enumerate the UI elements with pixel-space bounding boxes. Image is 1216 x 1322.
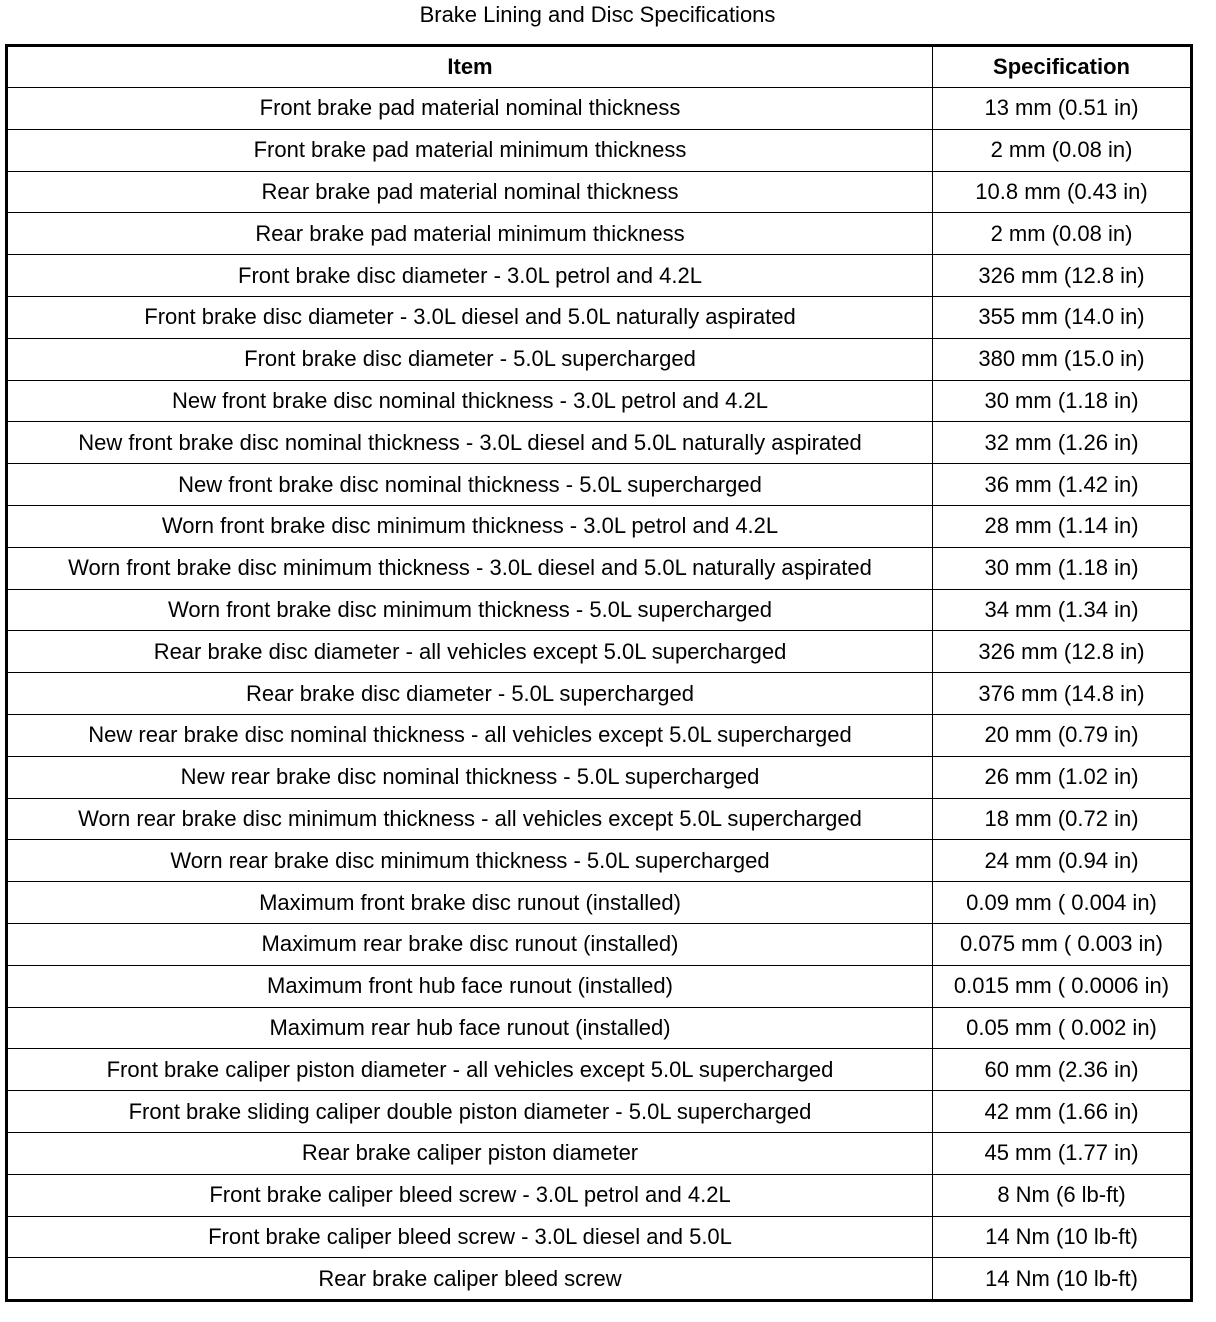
item-cell: Rear brake disc diameter - all vehicles except 5.0L supercharged xyxy=(7,631,933,673)
table-row xyxy=(7,505,1192,547)
table-row xyxy=(7,756,1192,798)
table-row xyxy=(7,965,1192,1007)
item-cell: Rear brake disc diameter - 5.0L supercharged xyxy=(7,673,933,715)
table-row xyxy=(7,1091,1192,1133)
specification-cell: 20 mm (0.79 in) xyxy=(933,714,1192,756)
item-cell: Worn front brake disc minimum thickness - 3.0L diesel and 5.0L naturally aspirated xyxy=(7,547,933,589)
table-row xyxy=(7,840,1192,882)
specifications-table xyxy=(5,44,1193,1302)
specification-cell: 28 mm (1.14 in) xyxy=(933,505,1192,547)
specification-cell: 45 mm (1.77 in) xyxy=(933,1132,1192,1174)
item-cell: Front brake disc diameter - 3.0L diesel and 5.0L naturally aspirated xyxy=(7,296,933,338)
specification-cell: 30 mm (1.18 in) xyxy=(933,380,1192,422)
column-header-specification: Specification xyxy=(933,46,1192,88)
specification-cell: 34 mm (1.34 in) xyxy=(933,589,1192,631)
item-cell: Rear brake pad material nominal thickness xyxy=(7,171,933,213)
page-title: Brake Lining and Disc Specifications xyxy=(419,2,776,27)
specification-cell: 30 mm (1.18 in) xyxy=(933,547,1192,589)
item-cell: Worn front brake disc minimum thickness - 5.0L supercharged xyxy=(7,589,933,631)
specification-cell: 380 mm (15.0 in) xyxy=(933,338,1192,380)
specification-cell: 2 mm (0.08 in) xyxy=(933,129,1192,171)
specification-cell: 60 mm (2.36 in) xyxy=(933,1049,1192,1091)
table-row xyxy=(7,422,1192,464)
specification-cell: 2 mm (0.08 in) xyxy=(933,213,1192,255)
item-cell: Maximum front brake disc runout (installed) xyxy=(7,882,933,924)
specification-cell: 14 Nm (10 lb-ft) xyxy=(933,1216,1192,1258)
specification-cell: 42 mm (1.66 in) xyxy=(933,1091,1192,1133)
table-row xyxy=(7,338,1192,380)
item-cell: Front brake disc diameter - 3.0L petrol and 4.2L xyxy=(7,255,933,297)
specification-cell: 8 Nm (6 lb-ft) xyxy=(933,1174,1192,1216)
item-cell: Worn front brake disc minimum thickness - 3.0L petrol and 4.2L xyxy=(7,505,933,547)
table-row xyxy=(7,255,1192,297)
item-cell: Front brake pad material minimum thickness xyxy=(7,129,933,171)
table-row xyxy=(7,1258,1192,1301)
table-row xyxy=(7,1007,1192,1049)
specification-cell: 355 mm (14.0 in) xyxy=(933,296,1192,338)
table-row xyxy=(7,171,1192,213)
table-row xyxy=(7,1216,1192,1258)
table-row xyxy=(7,88,1192,130)
table-row xyxy=(7,213,1192,255)
specification-cell: 0.075 mm ( 0.003 in) xyxy=(933,923,1192,965)
specification-cell: 32 mm (1.26 in) xyxy=(933,422,1192,464)
table-row xyxy=(7,380,1192,422)
item-cell: Worn rear brake disc minimum thickness - all vehicles except 5.0L supercharged xyxy=(7,798,933,840)
table-row xyxy=(7,882,1192,924)
item-cell: Front brake disc diameter - 5.0L supercharged xyxy=(7,338,933,380)
column-header-item: Item xyxy=(7,46,933,88)
specification-cell: 24 mm (0.94 in) xyxy=(933,840,1192,882)
item-cell: Maximum front hub face runout (installed) xyxy=(7,965,933,1007)
specification-cell: 18 mm (0.72 in) xyxy=(933,798,1192,840)
item-cell: Worn rear brake disc minimum thickness - 5.0L supercharged xyxy=(7,840,933,882)
specification-cell: 10.8 mm (0.43 in) xyxy=(933,171,1192,213)
table-row xyxy=(7,1132,1192,1174)
specification-cell: 13 mm (0.51 in) xyxy=(933,88,1192,130)
specification-cell: 36 mm (1.42 in) xyxy=(933,464,1192,506)
table-row xyxy=(7,1174,1192,1216)
specification-cell: 326 mm (12.8 in) xyxy=(933,631,1192,673)
item-cell: Front brake caliper bleed screw - 3.0L petrol and 4.2L xyxy=(7,1174,933,1216)
specification-cell: 326 mm (12.8 in) xyxy=(933,255,1192,297)
item-cell: New front brake disc nominal thickness - 5.0L supercharged xyxy=(7,464,933,506)
specification-cell: 0.015 mm ( 0.0006 in) xyxy=(933,965,1192,1007)
specification-cell: 14 Nm (10 lb-ft) xyxy=(933,1258,1192,1301)
table-row xyxy=(7,714,1192,756)
table-body xyxy=(7,88,1192,1301)
table-row xyxy=(7,1049,1192,1091)
specification-cell: 0.09 mm ( 0.004 in) xyxy=(933,882,1192,924)
item-cell: New rear brake disc nominal thickness - all vehicles except 5.0L supercharged xyxy=(7,714,933,756)
item-cell: Front brake pad material nominal thickness xyxy=(7,88,933,130)
specification-cell: 26 mm (1.02 in) xyxy=(933,756,1192,798)
item-cell: Maximum rear brake disc runout (installed) xyxy=(7,923,933,965)
table-row xyxy=(7,631,1192,673)
table-row xyxy=(7,547,1192,589)
item-cell: Rear brake pad material minimum thickness xyxy=(7,213,933,255)
table-row xyxy=(7,798,1192,840)
item-cell: Rear brake caliper bleed screw xyxy=(7,1258,933,1301)
table-header-row xyxy=(7,46,1192,88)
item-cell: Front brake sliding caliper double piston diameter - 5.0L supercharged xyxy=(7,1091,933,1133)
item-cell: Front brake caliper piston diameter - all vehicles except 5.0L supercharged xyxy=(7,1049,933,1091)
table-row xyxy=(7,129,1192,171)
item-cell: Maximum rear hub face runout (installed) xyxy=(7,1007,933,1049)
specification-cell: 0.05 mm ( 0.002 in) xyxy=(933,1007,1192,1049)
item-cell: Rear brake caliper piston diameter xyxy=(7,1132,933,1174)
item-cell: New front brake disc nominal thickness - 3.0L diesel and 5.0L naturally aspirated xyxy=(7,422,933,464)
table-row xyxy=(7,296,1192,338)
item-cell: New rear brake disc nominal thickness - 5.0L supercharged xyxy=(7,756,933,798)
specification-cell: 376 mm (14.8 in) xyxy=(933,673,1192,715)
table-row xyxy=(7,673,1192,715)
item-cell: Front brake caliper bleed screw - 3.0L diesel and 5.0L xyxy=(7,1216,933,1258)
table-row xyxy=(7,464,1192,506)
item-cell: New front brake disc nominal thickness - 3.0L petrol and 4.2L xyxy=(7,380,933,422)
table-row xyxy=(7,589,1192,631)
table-row xyxy=(7,923,1192,965)
